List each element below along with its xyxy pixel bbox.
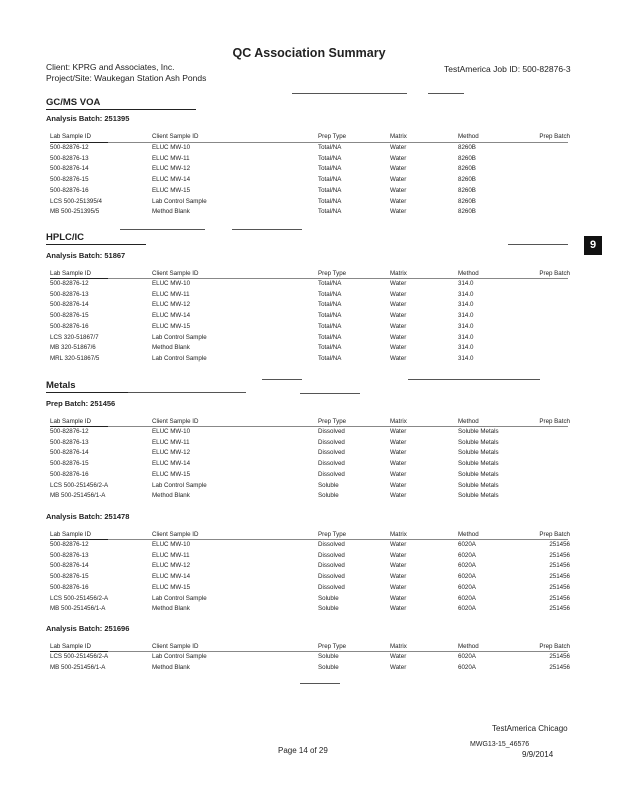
rule-mark [120, 229, 205, 230]
table-cell: 500-82876-15 [50, 573, 89, 581]
table-cell: Dissolved [318, 460, 345, 468]
table-cell: MB 500-251395/5 [50, 208, 100, 216]
table-cell: Soluble Metals [458, 428, 499, 435]
batch-label: Analysis Batch: 51867 [46, 251, 126, 260]
table-cell: 314.0 [458, 354, 474, 362]
table-cell: ELUC MW-12 [152, 562, 191, 570]
table-cell: 500-82876-15 [50, 312, 89, 320]
batch-label: Prep Batch: 251456 [46, 399, 116, 408]
table-cell: 6020A [458, 663, 476, 671]
table-cell: 8260B [458, 154, 476, 162]
column-header: Lab Sample ID [50, 643, 91, 650]
table-cell: 500-82876-14 [50, 449, 89, 457]
table-cell: Water [390, 460, 407, 468]
table-cell: MB 500-251456/1-A [50, 663, 106, 671]
project-site: Project/Site: Waukegan Station Ash Ponds [46, 73, 207, 83]
table-cell: Total/NA [318, 165, 342, 173]
table-cell: 500-82876-15 [50, 460, 89, 468]
column-header: Prep Batch [539, 270, 570, 277]
table-cell: Method Blank [152, 605, 190, 613]
table-cell: 500-82876-12 [50, 428, 89, 435]
rule-mark [232, 229, 302, 230]
table-cell: Total/NA [318, 186, 342, 194]
column-header: Client Sample ID [152, 133, 199, 140]
table-cell: ELUC MW-15 [152, 322, 191, 330]
table-cell: ELUC MW-12 [152, 449, 191, 457]
table-cell: 251456 [549, 663, 570, 671]
table-cell: Water [390, 144, 407, 151]
table-cell: Water [390, 154, 407, 162]
table-cell: 314.0 [458, 301, 474, 309]
table-cell: 500-82876-16 [50, 470, 89, 478]
table-cell: Total/NA [318, 176, 342, 184]
table-cell: Lab Control Sample [152, 653, 207, 660]
table-cell: Dissolved [318, 573, 345, 581]
table-cell: Water [390, 551, 407, 559]
header-underline [50, 651, 108, 652]
table-cell: ELUC MW-11 [152, 551, 190, 559]
table-cell: Water [390, 354, 407, 362]
rule-mark [508, 244, 568, 245]
table-cell: ELUC MW-10 [152, 280, 191, 287]
table-cell: Soluble [318, 663, 339, 671]
table-cell: 8260B [458, 176, 476, 184]
table-cell: 314.0 [458, 280, 474, 287]
table-cell: 500-82876-12 [50, 144, 89, 151]
footer-doc-id: MWG13-15_46576 [470, 741, 530, 748]
table-cell: Water [390, 594, 407, 602]
table-cell: Soluble [318, 594, 339, 602]
table-cell: Soluble Metals [458, 481, 499, 489]
table-cell: ELUC MW-12 [152, 165, 191, 173]
column-header: Prep Batch [539, 133, 570, 140]
table-cell: 251456 [549, 551, 570, 559]
table-cell: Soluble [318, 481, 339, 489]
column-header: Method [458, 133, 479, 140]
table-cell: 6020A [458, 583, 476, 591]
column-header: Method [458, 531, 479, 538]
table-cell: Dissolved [318, 562, 345, 570]
table-cell: 500-82876-12 [50, 280, 89, 287]
table-cell: Water [390, 583, 407, 591]
rule-mark [262, 379, 302, 380]
table-cell: Water [390, 428, 407, 435]
table-cell: Total/NA [318, 344, 342, 352]
table-cell: Dissolved [318, 470, 345, 478]
table-cell: 251456 [549, 653, 570, 660]
table-cell: 6020A [458, 562, 476, 570]
table-cell: 251456 [549, 541, 570, 548]
table-cell: 500-82876-13 [50, 438, 89, 446]
table-cell: Dissolved [318, 449, 345, 457]
rule-mark [300, 683, 340, 684]
column-header: Client Sample ID [152, 270, 199, 277]
table-cell: 6020A [458, 594, 476, 602]
table-cell: 500-82876-13 [50, 154, 89, 162]
table-cell: 251456 [549, 583, 570, 591]
section-heading: Metals [46, 380, 76, 391]
table-cell: Soluble [318, 653, 339, 660]
table-cell: 314.0 [458, 333, 474, 341]
table-cell: Water [390, 605, 407, 613]
table-cell: 500-82876-15 [50, 176, 89, 184]
table-cell: Dissolved [318, 541, 345, 548]
footer-lab: TestAmerica Chicago [492, 724, 568, 733]
table-cell: 500-82876-13 [50, 290, 89, 298]
table-cell: Water [390, 208, 407, 216]
table-cell: Total/NA [318, 354, 342, 362]
table-cell: Water [390, 562, 407, 570]
table-cell: Water [390, 470, 407, 478]
table-cell: Water [390, 492, 407, 500]
table-cell: Lab Control Sample [152, 594, 207, 602]
table-cell: Water [390, 197, 407, 205]
table-cell: 500-82876-16 [50, 186, 89, 194]
job-id: TestAmerica Job ID: 500-82876-3 [444, 64, 571, 74]
rule-mark [292, 93, 407, 94]
table-cell: Dissolved [318, 438, 345, 446]
column-header: Lab Sample ID [50, 531, 91, 538]
table-cell: 8260B [458, 165, 476, 173]
header-underline [50, 278, 108, 279]
table-cell: Soluble Metals [458, 492, 499, 500]
table-cell: Soluble Metals [458, 438, 499, 446]
rule-mark [408, 379, 540, 380]
table-cell: Water [390, 481, 407, 489]
table-cell: 6020A [458, 605, 476, 613]
table-cell: 314.0 [458, 312, 474, 320]
batch-label: Analysis Batch: 251696 [46, 624, 130, 633]
table-cell: Method Blank [152, 663, 190, 671]
column-header: Matrix [390, 418, 407, 425]
table-cell: Lab Control Sample [152, 354, 207, 362]
table-cell: LCS 500-251456/2-A [50, 481, 109, 489]
table-cell: ELUC MW-14 [152, 312, 191, 320]
table-cell: 6020A [458, 653, 476, 660]
table-cell: Total/NA [318, 280, 342, 287]
header-underline [50, 539, 108, 540]
table-cell: 6020A [458, 573, 476, 581]
table-cell: Water [390, 290, 407, 298]
table-cell: Lab Control Sample [152, 333, 207, 341]
table-cell: ELUC MW-14 [152, 176, 191, 184]
table-cell: 314.0 [458, 322, 474, 330]
footer-page-number: Page 14 of 29 [278, 746, 328, 755]
table-cell: 500-82876-14 [50, 562, 89, 570]
table-cell: MRL 320-51867/5 [50, 354, 100, 362]
page-title: QC Association Summary [232, 46, 386, 60]
column-header: Matrix [390, 270, 407, 277]
table-cell: LCS 500-251456/2-A [50, 594, 109, 602]
column-header: Prep Type [318, 643, 347, 650]
table-cell: Total/NA [318, 208, 342, 216]
table-cell: LCS 500-251456/2-A [50, 653, 109, 660]
table-cell: Soluble Metals [458, 470, 499, 478]
column-header: Lab Sample ID [50, 270, 91, 277]
table-cell: Total/NA [318, 154, 342, 162]
table-cell: MB 500-251456/1-A [50, 605, 106, 613]
table-cell: 8260B [458, 208, 476, 216]
table-cell: MB 500-251456/1-A [50, 492, 106, 500]
table-cell: Water [390, 322, 407, 330]
table-cell: Total/NA [318, 301, 342, 309]
table-cell: ELUC MW-14 [152, 460, 191, 468]
table-cell: Lab Control Sample [152, 481, 207, 489]
table-cell: Soluble [318, 605, 339, 613]
header-underline [50, 426, 108, 427]
table-cell: 8260B [458, 186, 476, 194]
table-cell: Dissolved [318, 428, 345, 435]
table-cell: Total/NA [318, 144, 342, 151]
column-header: Prep Type [318, 531, 347, 538]
header-underline [108, 539, 568, 540]
column-header: Matrix [390, 643, 407, 650]
table-cell: Total/NA [318, 312, 342, 320]
table-cell: ELUC MW-15 [152, 470, 191, 478]
section-underline [46, 244, 146, 245]
table-cell: ELUC MW-15 [152, 583, 191, 591]
table-cell: 251456 [549, 594, 570, 602]
column-header: Prep Type [318, 133, 347, 140]
table-cell: LCS 500-251395/4 [50, 197, 102, 205]
column-header: Matrix [390, 133, 407, 140]
column-header: Client Sample ID [152, 643, 199, 650]
table-cell: 6020A [458, 551, 476, 559]
table-cell: ELUC MW-15 [152, 186, 191, 194]
table-cell: Water [390, 176, 407, 184]
column-header: Prep Batch [539, 418, 570, 425]
table-cell: ELUC MW-10 [152, 428, 191, 435]
section-heading: HPLC/IC [46, 232, 84, 243]
table-cell: Water [390, 301, 407, 309]
batch-label: Analysis Batch: 251395 [46, 114, 130, 123]
header-underline [108, 278, 568, 279]
table-cell: LCS 320-51867/7 [50, 333, 99, 341]
table-cell: 500-82876-14 [50, 165, 89, 173]
table-cell: ELUC MW-10 [152, 541, 191, 548]
section-tab-badge: 9 [584, 236, 602, 255]
table-cell: Water [390, 573, 407, 581]
table-cell: Water [390, 541, 407, 548]
column-header: Method [458, 643, 479, 650]
section-heading: GC/MS VOA [46, 97, 101, 108]
rule-mark [128, 392, 246, 393]
table-cell: 251456 [549, 605, 570, 613]
table-cell: ELUC MW-11 [152, 154, 190, 162]
table-cell: Lab Control Sample [152, 197, 207, 205]
client-name: Client: KPRG and Associates, Inc. [46, 62, 175, 72]
column-header: Method [458, 270, 479, 277]
table-cell: 500-82876-16 [50, 322, 89, 330]
header-underline [108, 142, 568, 143]
table-cell: 314.0 [458, 344, 474, 352]
table-cell: Method Blank [152, 208, 190, 216]
table-cell: Water [390, 165, 407, 173]
table-cell: Total/NA [318, 322, 342, 330]
table-cell: 251456 [549, 562, 570, 570]
table-cell: ELUC MW-14 [152, 573, 191, 581]
table-cell: ELUC MW-11 [152, 290, 190, 298]
table-cell: 500-82876-14 [50, 301, 89, 309]
rule-mark [428, 93, 464, 94]
table-cell: Total/NA [318, 333, 342, 341]
table-cell: Method Blank [152, 344, 190, 352]
table-cell: Water [390, 438, 407, 446]
table-cell: MB 320-51867/6 [50, 344, 96, 352]
table-cell: Water [390, 312, 407, 320]
table-cell: 500-82876-12 [50, 541, 89, 548]
column-header: Client Sample ID [152, 531, 199, 538]
header-underline [108, 651, 568, 652]
table-cell: 8260B [458, 144, 476, 151]
table-cell: Total/NA [318, 197, 342, 205]
section-underline [46, 109, 196, 110]
column-header: Client Sample ID [152, 418, 199, 425]
table-cell: 8260B [458, 197, 476, 205]
table-cell: Water [390, 333, 407, 341]
column-header: Prep Type [318, 418, 347, 425]
table-cell: Soluble [318, 492, 339, 500]
table-cell: Soluble Metals [458, 449, 499, 457]
table-cell: ELUC MW-12 [152, 301, 191, 309]
header-underline [108, 426, 568, 427]
table-cell: Dissolved [318, 551, 345, 559]
column-header: Method [458, 418, 479, 425]
column-header: Lab Sample ID [50, 418, 91, 425]
column-header: Prep Batch [539, 643, 570, 650]
column-header: Prep Batch [539, 531, 570, 538]
table-cell: Water [390, 663, 407, 671]
table-cell: 251456 [549, 573, 570, 581]
column-header: Prep Type [318, 270, 347, 277]
table-cell: Water [390, 186, 407, 194]
column-header: Matrix [390, 531, 407, 538]
table-cell: Water [390, 280, 407, 287]
table-cell: 314.0 [458, 290, 474, 298]
table-cell: Method Blank [152, 492, 190, 500]
table-cell: Water [390, 653, 407, 660]
table-cell: 500-82876-13 [50, 551, 89, 559]
table-cell: ELUC MW-10 [152, 144, 191, 151]
table-cell: Water [390, 449, 407, 457]
table-cell: 6020A [458, 541, 476, 548]
table-cell: Dissolved [318, 583, 345, 591]
footer-date: 9/9/2014 [522, 750, 554, 759]
table-cell: 500-82876-16 [50, 583, 89, 591]
table-cell: Total/NA [318, 290, 342, 298]
table-cell: ELUC MW-11 [152, 438, 190, 446]
table-cell: Soluble Metals [458, 460, 499, 468]
batch-label: Analysis Batch: 251478 [46, 512, 130, 521]
header-underline [50, 142, 108, 143]
rule-mark [300, 393, 360, 394]
table-cell: Water [390, 344, 407, 352]
column-header: Lab Sample ID [50, 133, 91, 140]
